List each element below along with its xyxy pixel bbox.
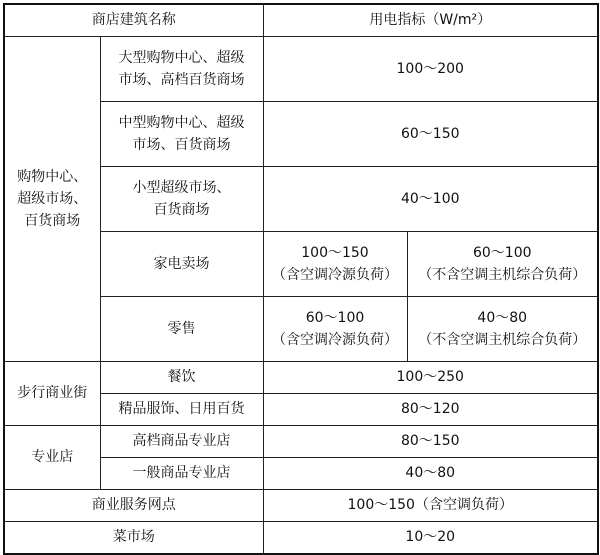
row-name: 精品服饰、日用百货 — [100, 393, 263, 425]
group-label-specialty: 专业店 — [4, 425, 100, 489]
row-name-service: 商业服务网点 — [4, 489, 263, 521]
table-row — [4, 36, 598, 101]
header-building-name: 商店建筑名称 — [4, 4, 263, 36]
row-name: 一般商品专业店 — [100, 457, 263, 489]
row-value: 10～20 — [263, 521, 598, 554]
row-value-without-chiller: 40～80 （不含空调主机综合负荷） — [407, 296, 598, 361]
row-value-without-chiller: 60～100 （不含空调主机综合负荷） — [407, 231, 598, 296]
group-label-mall: 购物中心、 超级市场、 百货商场 — [4, 36, 100, 361]
row-name-market: 菜市场 — [4, 521, 263, 554]
table-row — [4, 489, 598, 521]
table-row — [4, 521, 598, 554]
header-row — [4, 4, 598, 36]
row-value: 100～250 — [263, 361, 598, 393]
power-index-table — [3, 3, 599, 555]
row-value: 80～120 — [263, 393, 598, 425]
row-value-with-cooling: 60～100 （含空调冷源负荷） — [263, 296, 407, 361]
table-row — [4, 425, 598, 457]
row-value: 100～150（含空调负荷） — [263, 489, 598, 521]
row-name: 中型购物中心、超级 市场、百货商场 — [100, 101, 263, 166]
row-value-with-cooling: 100～150 （含空调冷源负荷） — [263, 231, 407, 296]
row-value: 40～80 — [263, 457, 598, 489]
row-value: 60～150 — [263, 101, 598, 166]
header-power-index: 用电指标（W/m²） — [263, 4, 598, 36]
row-name: 家电卖场 — [100, 231, 263, 296]
table-row — [4, 361, 598, 393]
row-value: 40～100 — [263, 166, 598, 231]
group-label-pedestrian: 步行商业街 — [4, 361, 100, 425]
row-value: 80～150 — [263, 425, 598, 457]
row-name: 高档商品专业店 — [100, 425, 263, 457]
row-name: 小型超级市场、 百货商场 — [100, 166, 263, 231]
row-value: 100～200 — [263, 36, 598, 101]
row-name: 大型购物中心、超级 市场、高档百货商场 — [100, 36, 263, 101]
row-name: 餐饮 — [100, 361, 263, 393]
row-name: 零售 — [100, 296, 263, 361]
